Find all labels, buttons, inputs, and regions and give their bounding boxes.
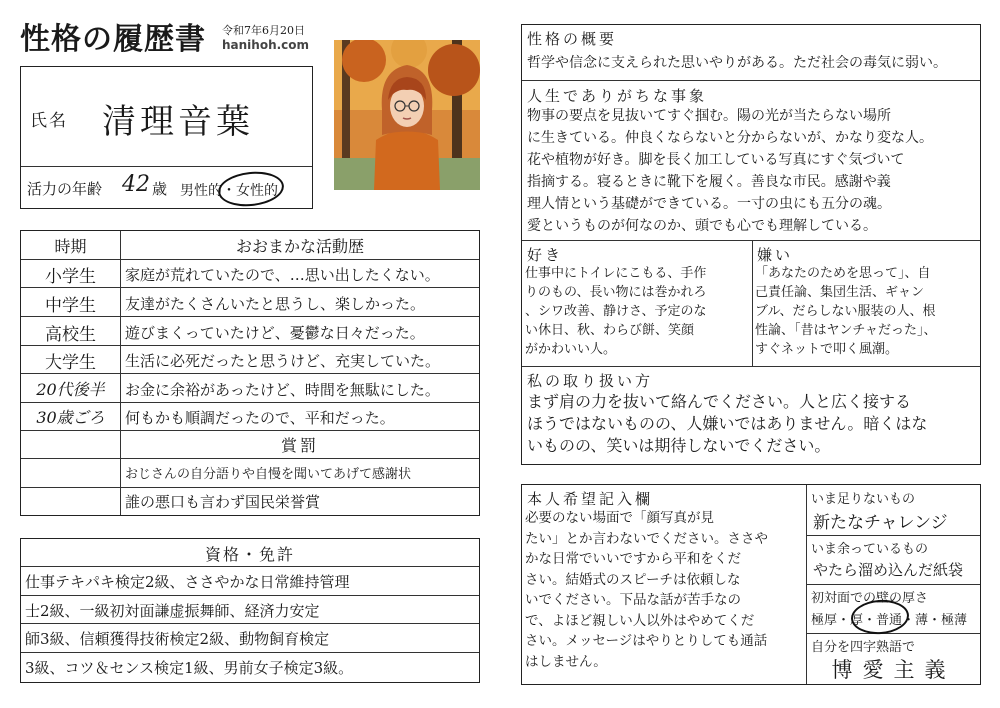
- idiom-label: 自分を四字熟語で: [811, 640, 916, 655]
- dislikes-line: 性論、「昔はヤンチャだった」、: [755, 323, 937, 338]
- awards-header: 賞罰: [280, 436, 319, 455]
- wishes-label: 本人希望記入欄: [527, 490, 654, 508]
- likes-line: がかわいい人。: [525, 342, 617, 357]
- history-period: 30歳ごろ: [36, 408, 105, 427]
- life-events-label: 人生でありがちな事象: [527, 87, 708, 105]
- handling-label: 私の取り扱い方: [527, 372, 654, 390]
- wishes-line: で、よほど親しい人以外はやめてくだ: [525, 612, 755, 629]
- handling-line: ほうではないものの、人嫌いではありません。暗くはな: [527, 414, 928, 433]
- lacking-value: 新たなチャレンジ: [813, 513, 948, 533]
- dislikes-text: [755, 264, 979, 359]
- wishes-line: たい」とか言わないでください。ささや: [525, 530, 768, 547]
- life-events-line: 花や植物が好き。脚を長く加工している写真にすぐ気づいて: [527, 152, 905, 168]
- likes-line: りのもの、長い物には巻かれろ: [525, 285, 707, 300]
- history-text: 生活に必死だったと思うけど、充実していた。: [125, 352, 441, 370]
- history-text: 遊びまくっていたけど、憂鬱な日々だった。: [125, 324, 425, 342]
- license-line: 師3級、信頼獲得技術検定2級、動物飼育検定: [25, 630, 330, 648]
- wishes-line: いでください。下品な話が苦手なの: [525, 592, 741, 608]
- wall-label: 初対面での壁の厚さ: [811, 591, 929, 606]
- dislikes-label: 嫌い: [757, 246, 794, 264]
- portrait-photo: [334, 40, 480, 190]
- dislikes-line: 己責任論、集団生活、ギャン: [755, 285, 925, 300]
- award-item: 誰の悪口も言わず国民栄誉賞: [125, 493, 321, 511]
- life-events-line: に生きている。仲良くならないと分からないが、かなり変な人。: [527, 130, 933, 146]
- history-col-period: 時期: [54, 237, 87, 256]
- history-text: お金に余裕があったけど、時間を無駄にした。: [125, 381, 440, 399]
- person-name: 清理音葉: [102, 102, 254, 142]
- dislikes-line: すぐネットで叩く風潮。: [755, 342, 899, 357]
- license-line: 士2級、一級初対面謙虚振舞師、経済力安定: [25, 602, 320, 620]
- history-text: 何もかも順調だったので、平和だった。: [125, 409, 395, 427]
- wishes-line: さい。メッセージはやりとりしても通話: [525, 633, 768, 649]
- gender-options: 男性的・女性的: [180, 183, 278, 199]
- handling-line: まず肩の力を抜いて絡んでください。人と広く接する: [527, 392, 912, 411]
- site-text: hanihoh.com: [222, 38, 310, 52]
- life-events-text: [527, 105, 977, 237]
- license-line: 3級、コツ＆センス検定1級、男前女子検定3級。: [25, 659, 354, 677]
- age-unit: 歳: [152, 180, 168, 198]
- likes-text: [525, 264, 750, 359]
- overview-label: 性格の概要: [527, 30, 618, 48]
- overview-text: 哲学や信念に支えられた思いやりがある。ただ社会の毒気に弱い。: [527, 55, 947, 71]
- likes-line: 仕事中にトイレにこもる、手作: [525, 266, 707, 281]
- history-text: 家庭が荒れていたので、…思い出したくない。: [125, 266, 440, 284]
- surplus-value: やたら溜め込んだ紙袋: [813, 561, 964, 579]
- lacking-label: いま足りないもの: [811, 492, 916, 507]
- life-events-line: 指摘する。寝るときに靴下を履く。善良な市民。感謝や義: [527, 174, 891, 190]
- likes-line: い休日、秋、わらび餅、笑顔: [525, 323, 695, 338]
- history-text: 友達がたくさんいたと思うし、楽しかった。: [125, 295, 426, 313]
- idiom-value: 博愛主義: [831, 658, 956, 682]
- handling-line: いものの、笑いは期待しないでください。: [527, 436, 831, 455]
- history-period: 高校生: [45, 325, 96, 345]
- surplus-label: いま余っているもの: [811, 542, 929, 557]
- life-events-line: 理人情という基礎ができている。一寸の虫にも五分の魂。: [527, 196, 891, 212]
- wishes-line: 必要のない場面で「顔写真が見: [525, 510, 714, 526]
- wishes-line: はしません。: [525, 653, 607, 670]
- licenses-header: 資格・免許: [204, 545, 295, 564]
- date-text: 令和7年6月20日: [222, 24, 305, 37]
- wishes-line: かな日常でいいですから平和をくだ: [525, 551, 741, 567]
- life-events-line: 物事の要点を見抜いてすぐ掴む。陽の光が当たらない場所: [527, 108, 891, 124]
- life-events-line: 愛というものが何なのか、頭でも心でも理解している。: [527, 218, 877, 234]
- history-period: 大学生: [45, 353, 96, 373]
- history-period: 20代後半: [36, 380, 105, 399]
- wall-options: 極厚・厚・普通・薄・極薄: [811, 613, 968, 628]
- wishes-text: [525, 508, 803, 672]
- portrait-illustration: [334, 40, 480, 190]
- history-period: 中学生: [45, 296, 96, 316]
- dislikes-line: ブル、だらしない服装の人、根: [755, 304, 936, 319]
- page-title: 性格の履歴書: [20, 22, 206, 57]
- license-line: 仕事テキパキ検定2級、ささやかな日常維持管理: [25, 573, 350, 591]
- likes-line: 、シワ改善、静けさ、予定のな: [525, 304, 707, 319]
- award-item: おじさんの自分語りや自慢を聞いてあげて感謝状: [125, 467, 412, 482]
- history-period: 小学生: [45, 267, 96, 287]
- likes-label: 好き: [527, 246, 564, 264]
- history-col-activity: おおまかな活動歴: [235, 237, 364, 256]
- wishes-line: さい。結婚式のスピーチは依頼しな: [525, 571, 741, 588]
- age-label: 活力の年齢: [27, 180, 103, 198]
- handling-text: [527, 391, 977, 457]
- name-label: 氏名: [30, 111, 68, 131]
- age-value: 42: [122, 172, 150, 197]
- dislikes-line: 「あなたのためを思って」、自: [755, 266, 931, 281]
